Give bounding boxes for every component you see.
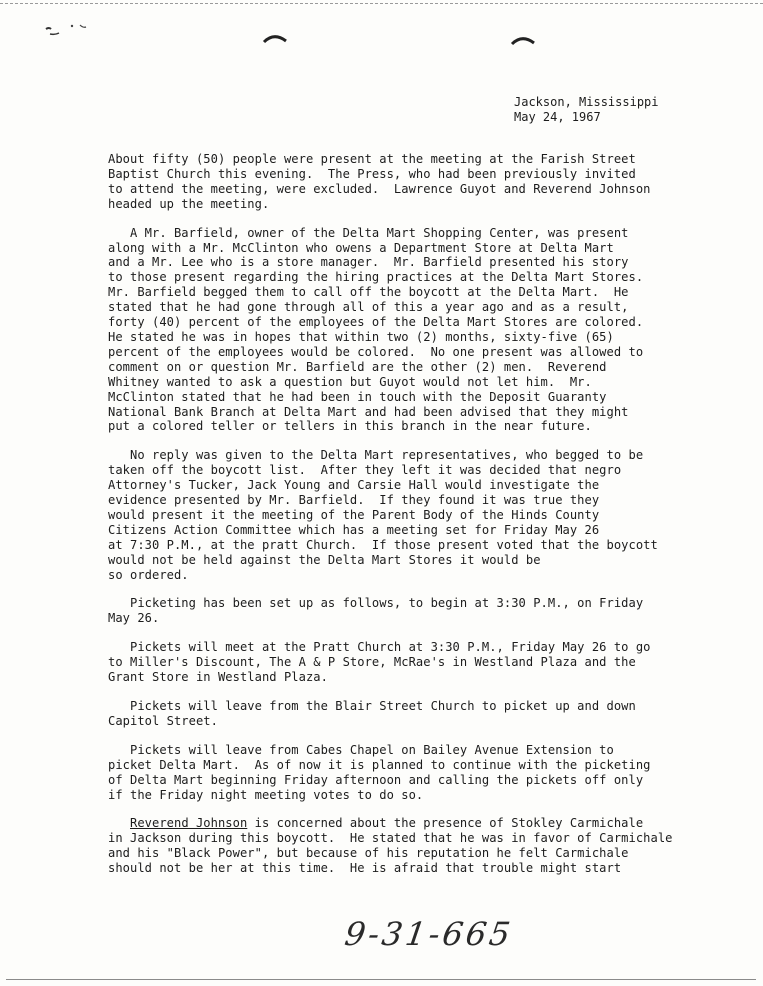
text-line: should not be her at this time. He is afraid that trouble might start	[108, 861, 622, 876]
text-line: About fifty (50) people were present at the meeting at the Farish Street	[108, 152, 636, 166]
paragraph-5	[108, 640, 698, 685]
text-line: of Delta Mart beginning Friday afternoon and calling the pickets off only	[108, 772, 644, 787]
text-line: stated that he had gone through all of this a year ago and as a result,	[108, 300, 629, 315]
text-line: Pickets will meet at the Pratt Church at 3:30 P.M., Friday May 26 to go	[108, 640, 651, 655]
text-line: in Jackson during this boycott. He stated that he was in favor of Carmichale	[108, 831, 673, 846]
text-line: and a Mr. Lee who is a store manager. Mr. Barfield presented his story	[108, 255, 629, 270]
text-line: He stated he was in hopes that within two (2) months, sixty-five (65)	[108, 329, 614, 344]
text-line: is concerned about the presence of Stokley Carmichale	[247, 816, 644, 831]
underlined-name: Reverend Johnson	[130, 816, 248, 831]
paragraph-3	[108, 448, 698, 582]
paragraph-6	[108, 699, 698, 729]
text-line: Attorney's Tucker, Jack Young and Carsie Hall would investigate the	[108, 478, 600, 493]
text-line: percent of the employees would be colored. No one present was allowed to	[108, 344, 644, 359]
handwritten-file-number: 9-31-665	[342, 915, 516, 953]
text-line: to attend the meeting, were excluded. Lawrence Guyot and Reverend Johnson	[108, 181, 651, 196]
text-line: Capitol Street.	[108, 713, 218, 728]
text-line: comment on or question Mr. Barfield are the other (2) men. Reverend	[108, 359, 607, 374]
text-line: A Mr. Barfield, owner of the Delta Mart Shopping Center, was present	[108, 225, 629, 240]
text-line: forty (40) percent of the employees of the Delta Mart Stores are colored.	[108, 315, 644, 330]
date-line: May 24, 1967	[514, 110, 601, 124]
text-line: Grant Store in Westland Plaza.	[108, 670, 328, 685]
paragraph-4	[108, 596, 698, 626]
punch-mark-left	[262, 32, 288, 46]
text-line: so ordered.	[108, 567, 189, 582]
text-line: would not be held against the Delta Mart Stores it would be	[108, 552, 541, 567]
text-line: McClinton stated that he had been in touch with the Deposit Guaranty	[108, 389, 607, 404]
place-line: Jackson, Mississippi	[514, 95, 659, 109]
text-line: Picketing has been set up as follows, to begin at 3:30 P.M., on Friday	[108, 596, 644, 611]
letter-body	[108, 152, 698, 890]
text-line: Pickets will leave from Cabes Chapel on Bailey Avenue Extension to	[108, 742, 614, 757]
paragraph-8	[108, 816, 698, 876]
text-line: if the Friday night meeting votes to do so.	[108, 787, 424, 802]
text-line: Citizens Action Committee which has a meeting set for Friday May 26	[108, 522, 600, 537]
text-line: Whitney wanted to ask a question but Guyot would not let him. Mr.	[108, 374, 592, 389]
text-line: at 7:30 P.M., at the pratt Church. If those present voted that the boycott	[108, 537, 658, 552]
text-line: taken off the boycott list. After they left it was decided that negro	[108, 463, 622, 478]
paragraph-1	[108, 152, 698, 212]
text-line: headed up the meeting.	[108, 196, 270, 211]
paragraph-7	[108, 743, 698, 803]
dateline	[514, 95, 659, 125]
text-line: Mr. Barfield begged them to call off the boycott at the Delta Mart. He	[108, 285, 629, 300]
text-line: and his "Black Power", but because of his reputation he felt Carmichale	[108, 846, 629, 861]
page-top-edge	[0, 3, 763, 4]
text-line: Baptist Church this evening. The Press, who had been previously invited	[108, 166, 636, 181]
text-line: May 26.	[108, 611, 160, 626]
text-line: National Bank Branch at Delta Mart and had been advised that they might	[108, 404, 629, 419]
text-line: to Miller's Discount, The A & P Store, McRae's in Westland Plaza and the	[108, 655, 636, 670]
text-line: picket Delta Mart. As of now it is planned to continue with the picketing	[108, 757, 651, 772]
text-line: No reply was given to the Delta Mart representatives, who begged to be	[108, 448, 644, 463]
text-line: evidence presented by Mr. Barfield. If they found it was true they	[108, 493, 600, 508]
text-line: put a colored teller or tellers in this branch in the near future.	[108, 419, 592, 434]
page-bottom-rule	[6, 979, 756, 980]
stray-mark-left	[44, 20, 94, 40]
text-line: to those present regarding the hiring practices at the Delta Mart Stores.	[108, 270, 644, 285]
paragraph-2	[108, 226, 698, 435]
text-line: Pickets will leave from the Blair Street Church to picket up and down	[108, 699, 636, 713]
punch-mark-right	[510, 34, 536, 48]
text-line: would present it the meeting of the Parent Body of the Hinds County	[108, 507, 600, 522]
text-line: along with a Mr. McClinton who owens a Department Store at Delta Mart	[108, 240, 614, 255]
